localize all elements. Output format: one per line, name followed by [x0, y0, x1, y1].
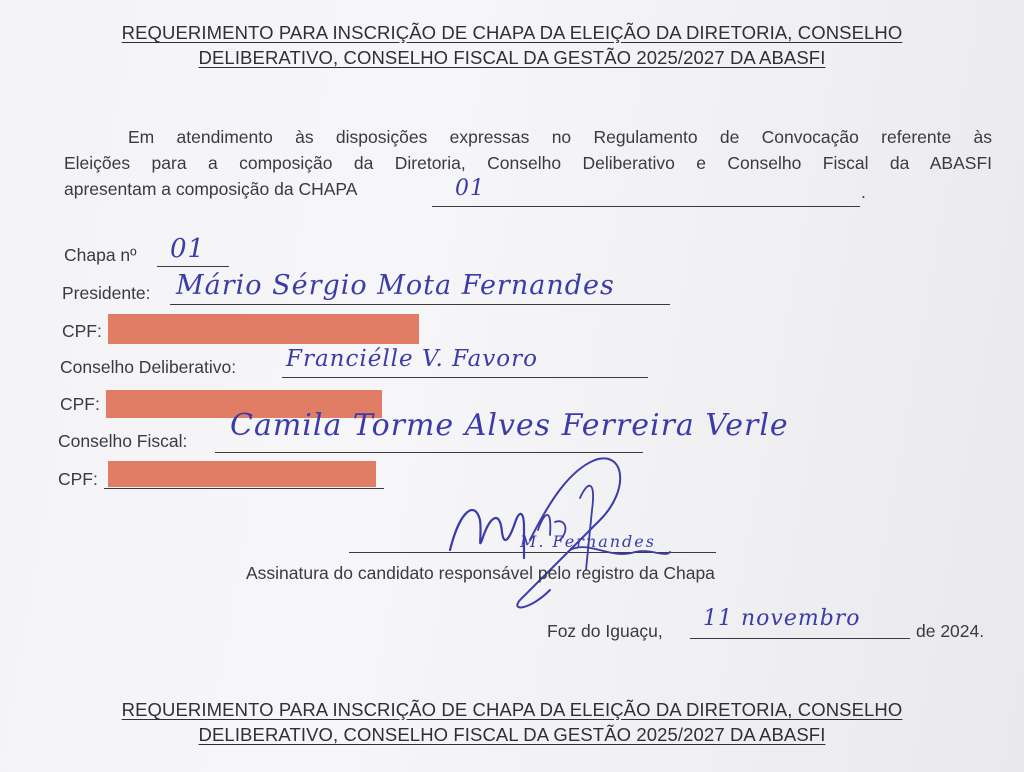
cpf-presidente-label: CPF:: [62, 321, 102, 341]
cpf-presidente-redaction: [108, 314, 419, 344]
conselho-fiscal-handwritten: Camila Torme Alves Ferreira Verle: [230, 408, 789, 443]
cpf-fiscal-label: CPF:: [58, 469, 98, 489]
chapa-intro-underline: [432, 206, 860, 207]
presidente-underline: [170, 304, 670, 305]
date-suffix: de 2024.: [916, 621, 985, 641]
conselho-fiscal-label: Conselho Fiscal:: [58, 431, 188, 451]
title-line-2: DELIBERATIVO, CONSELHO FISCAL DA GESTÃO 2025/2027 DA ABASFI: [198, 47, 826, 68]
chapa-intro-handwritten: 01: [455, 176, 485, 201]
conselho-deliberativo-underline: [282, 377, 648, 378]
date-underline: [690, 638, 910, 639]
intro-period: .: [861, 182, 866, 202]
next-title-line-2: DELIBERATIVO, CONSELHO FISCAL DA GESTÃO 2025/2027 DA ABASFI: [198, 724, 826, 745]
cpf-deliberativo-label: CPF:: [60, 394, 100, 414]
presidente-handwritten: Mário Sérgio Mota Fernandes: [176, 270, 615, 301]
conselho-deliberativo-label: Conselho Deliberativo:: [60, 357, 237, 377]
intro-paragraph: [64, 124, 992, 202]
signature-caption: Assinatura do candidato responsável pelo registro da Chapa: [246, 563, 715, 583]
handwritten-signature: [420, 440, 700, 620]
date-city: Foz do Iguaçu,: [547, 621, 663, 641]
cpf-fiscal-underline: [104, 488, 384, 489]
intro-line-2: Eleições para a composição da Diretoria, Conselho Deliberativo e Conselho Fiscal da ABASFI: [64, 153, 992, 173]
chapa-handwritten: 01: [170, 234, 206, 264]
presidente-label: Presidente:: [62, 283, 151, 303]
signature-name-handwritten: M. Fernandes: [520, 532, 656, 551]
chapa-underline: [157, 266, 229, 267]
conselho-deliberativo-handwritten: Franciélle V. Favoro: [286, 346, 538, 372]
next-title-line-1: REQUERIMENTO PARA INSCRIÇÃO DE CHAPA DA ELEIÇÃO DA DIRETORIA, CONSELHO: [121, 699, 903, 720]
cpf-fiscal-redaction: [108, 461, 376, 487]
intro-line-3: apresentam a composição da CHAPA: [64, 179, 358, 199]
document-title-next-page: [0, 697, 1024, 747]
title-line-1: REQUERIMENTO PARA INSCRIÇÃO DE CHAPA DA ELEIÇÃO DA DIRETORIA, CONSELHO: [121, 22, 903, 43]
date-handwritten: 11 novembro: [703, 606, 861, 631]
document-title: [0, 20, 1024, 70]
intro-line-1: Em atendimento às disposições expressas no Regulamento de Convocação referente às: [128, 127, 992, 147]
chapa-label: Chapa nº: [64, 245, 137, 265]
